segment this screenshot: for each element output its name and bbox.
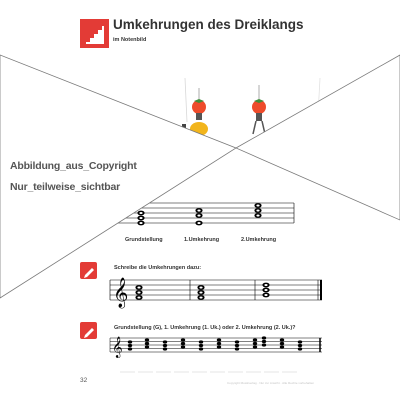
copyright-x-overlay: [0, 55, 400, 298]
watermark-line-2: Nur_teilweise_sichtbar: [10, 181, 120, 193]
treble-clef-icon: [112, 337, 123, 358]
exercise-1-instruction: Schreibe die Umkehrungen dazu:: [114, 265, 202, 271]
chord-first-inversion: [195, 208, 202, 225]
page-title: Umkehrungen des Dreiklangs: [113, 17, 304, 32]
chord-second-inversion: [254, 203, 261, 218]
svg-text:𝄞: 𝄞: [113, 278, 129, 308]
tomato-figure-icon: [252, 85, 266, 134]
exercise-2-instruction: Grundstellung (G), 1. Umkehrung (1. Uk.) oder 2. Umkehrung (2. Uk.)?: [114, 325, 296, 331]
treble-clef-icon: [113, 277, 128, 309]
exercise-2-icon: [80, 322, 97, 339]
chord-root-position: [137, 211, 144, 226]
page-footer: Copyright Musikverlag · Nur zur Ansicht · Alle Rechte vorbehalten: [227, 381, 315, 385]
tomato-figure-icon: [190, 88, 208, 136]
chord-label-second-inversion: 2.Umkehrung: [241, 237, 277, 243]
chord-label-first-inversion: 1.Umkehrung: [184, 237, 220, 243]
page-subtitle: im Notenbild: [113, 37, 147, 43]
page-number: 32: [80, 377, 88, 384]
chord-notes: [137, 203, 261, 225]
watermark-line-1: Abbildung_aus_Copyright: [10, 160, 137, 172]
exercise-2-staff: [110, 338, 322, 352]
exercise-1-icon: [80, 262, 97, 279]
svg-text:𝄞: 𝄞: [112, 337, 123, 358]
chord-label-root: Grundstellung: [125, 237, 163, 243]
